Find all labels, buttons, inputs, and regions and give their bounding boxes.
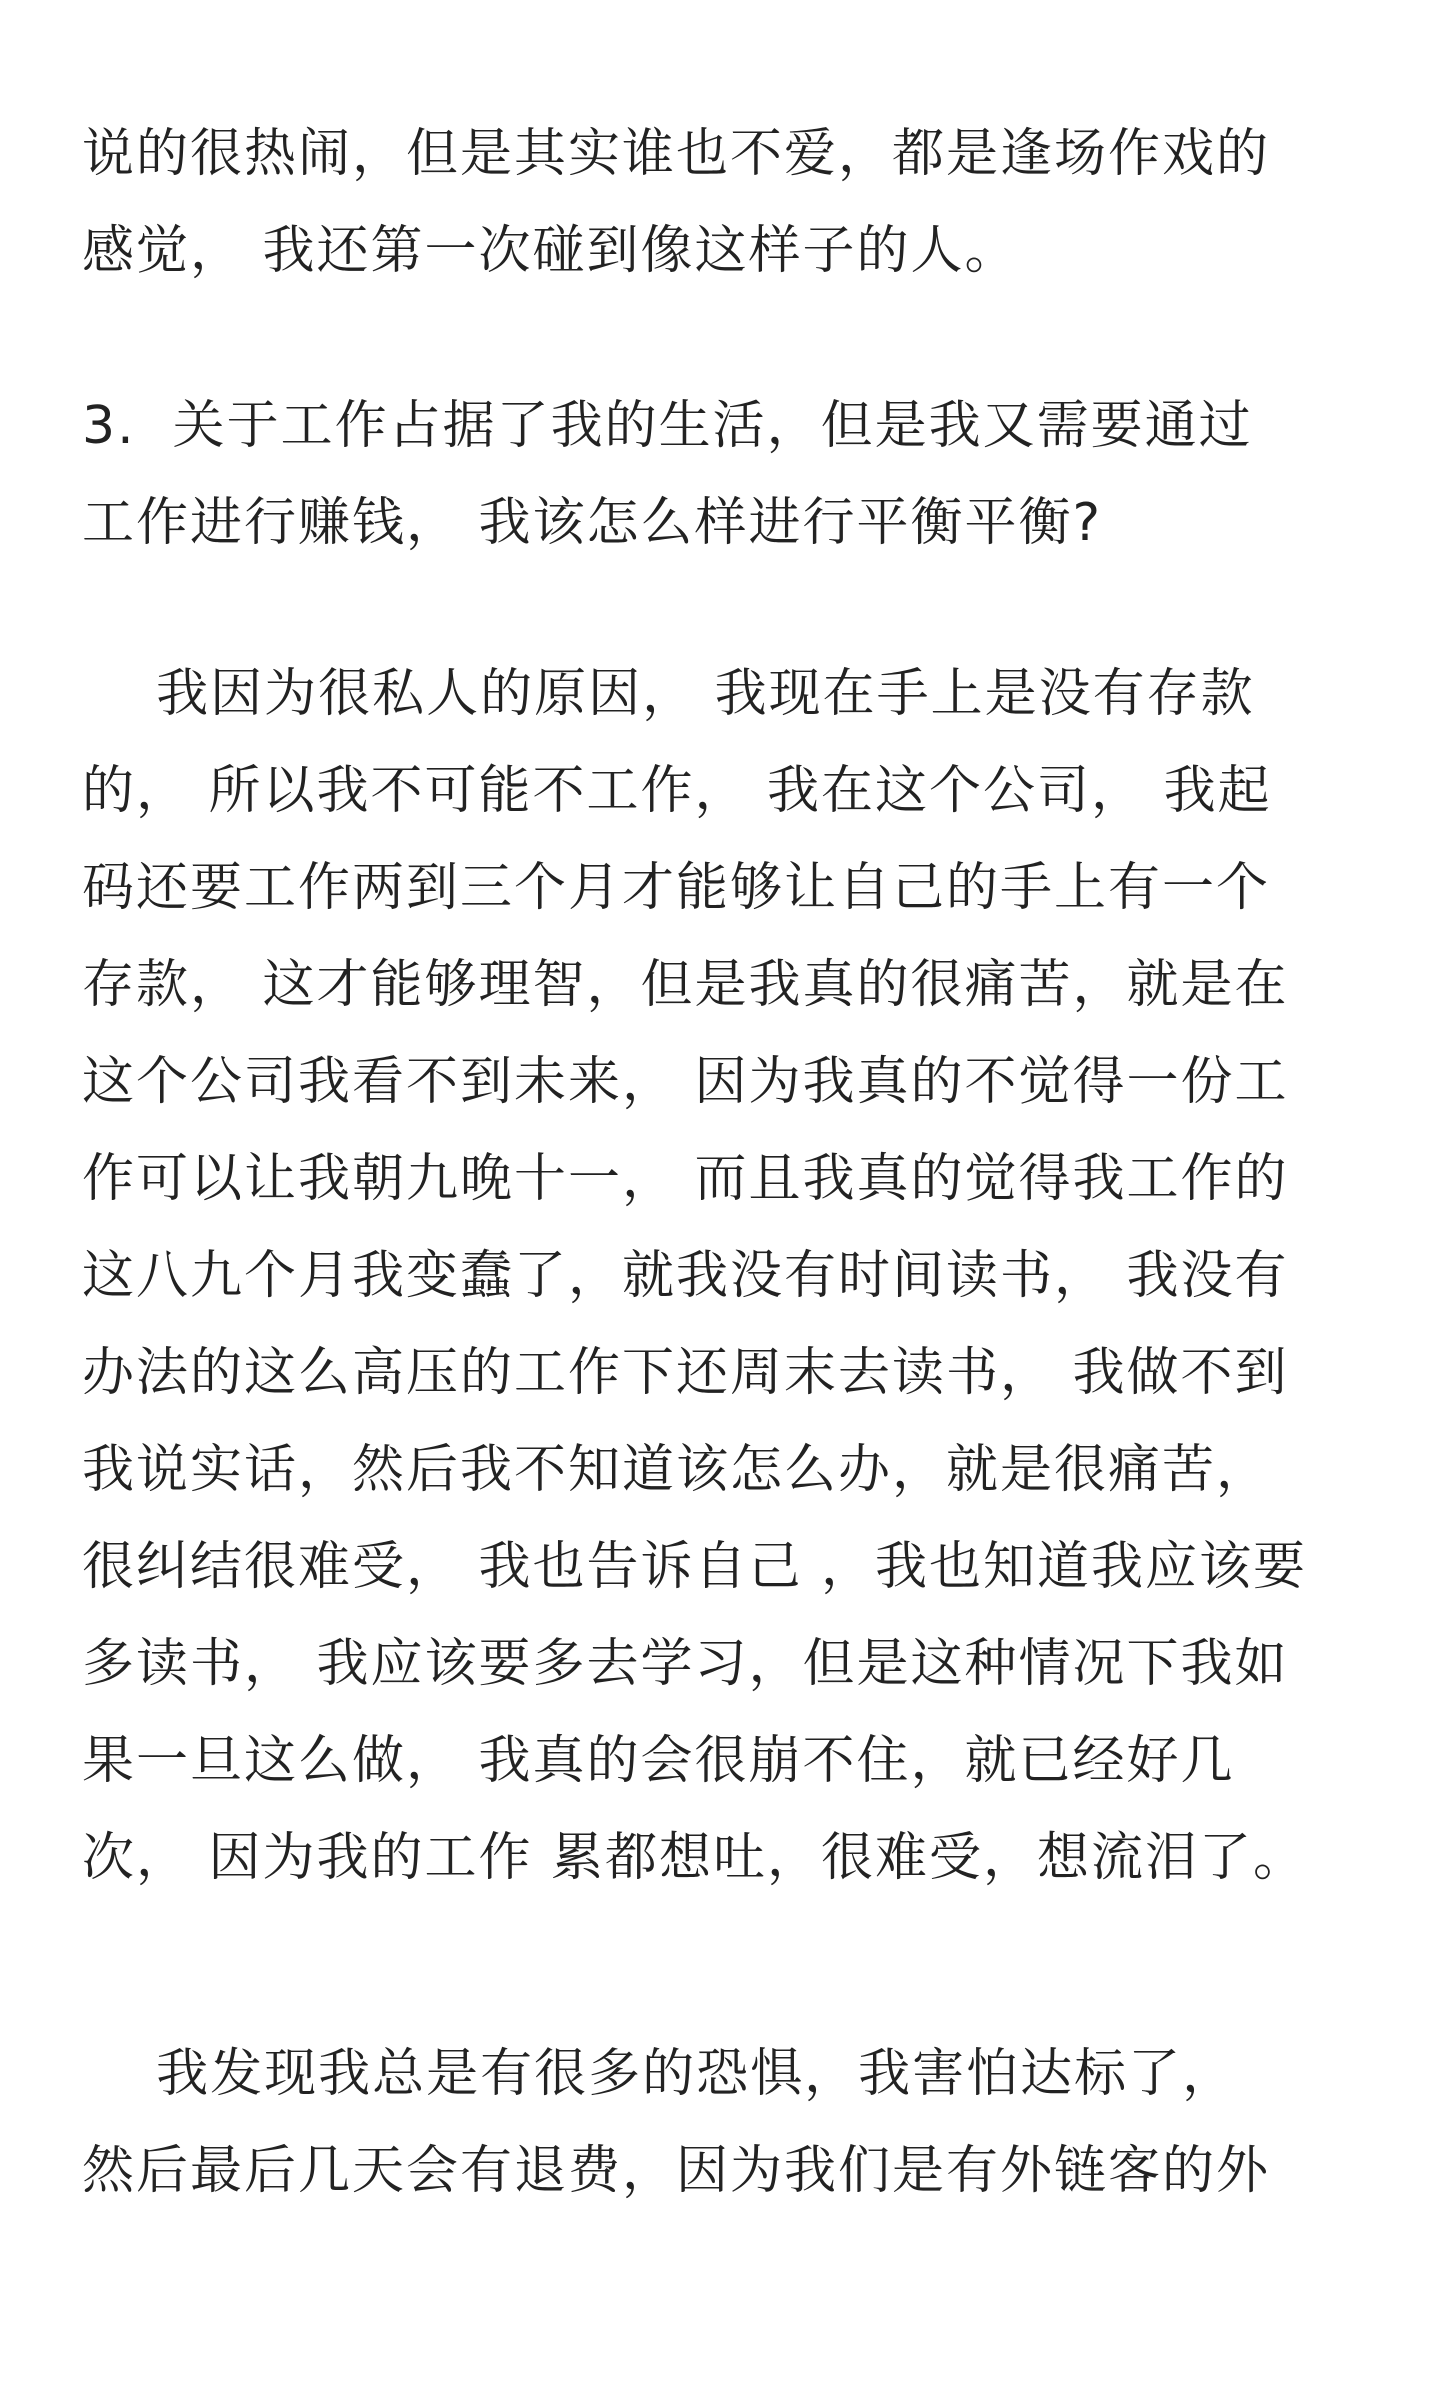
text-line: 码还要工作两到三个月才能够让自己的手上有一个 (82, 858, 1271, 918)
text-line: 次， 因为我的工作 累都想吐，很难受，想流泪了。 (82, 1828, 1308, 1888)
paragraph-3 (82, 646, 1366, 1907)
paragraph-2 (82, 378, 1366, 572)
text-line: 我因为很私人的原因， 我现在手上是没有存款 (82, 664, 1255, 724)
text-line: 工作进行赚钱， 我该怎么样进行平衡平衡? (82, 493, 1103, 553)
text-line: 很纠结很难受， 我也告诉自己 ，我也知道我应该要 (82, 1537, 1308, 1597)
text-line: 这个公司我看不到未来， 因为我真的不觉得一份工 (82, 1052, 1289, 1112)
text-line: 我发现我总是有很多的恐惧，我害怕达标了， (82, 2044, 1237, 2104)
text-line: 这八九个月我变蠢了，就我没有时间读书， 我没有 (82, 1246, 1289, 1306)
text-line: 说的很热闹，但是其实谁也不爱，都是逢场作戏的 (82, 124, 1271, 184)
text-line: 作可以让我朝九晚十一， 而且我真的觉得我工作的 (82, 1149, 1289, 1209)
text-line: 3. 关于工作占据了我的生活，但是我又需要通过 (82, 396, 1253, 456)
text-line: 多读书， 我应该要多去学习，但是这种情况下我如 (82, 1634, 1289, 1694)
paragraph-4 (82, 2026, 1366, 2220)
text-line: 感觉， 我还第一次碰到像这样子的人。 (82, 221, 1019, 281)
text-line: 我说实话，然后我不知道该怎么办，就是很痛苦， (82, 1440, 1271, 1500)
paragraph-1 (82, 106, 1366, 300)
text-line: 办法的这么高压的工作下还周末去读书， 我做不到 (82, 1343, 1289, 1403)
text-line: 存款， 这才能够理智，但是我真的很痛苦，就是在 (82, 955, 1289, 1015)
text-line: 的， 所以我不可能不工作， 我在这个公司， 我起 (82, 761, 1272, 821)
text-line: 然后最后几天会有退费，因为我们是有外链客的外 (82, 2141, 1271, 2201)
text-line: 果一旦这么做， 我真的会很崩不住，就已经好几 (82, 1731, 1235, 1791)
